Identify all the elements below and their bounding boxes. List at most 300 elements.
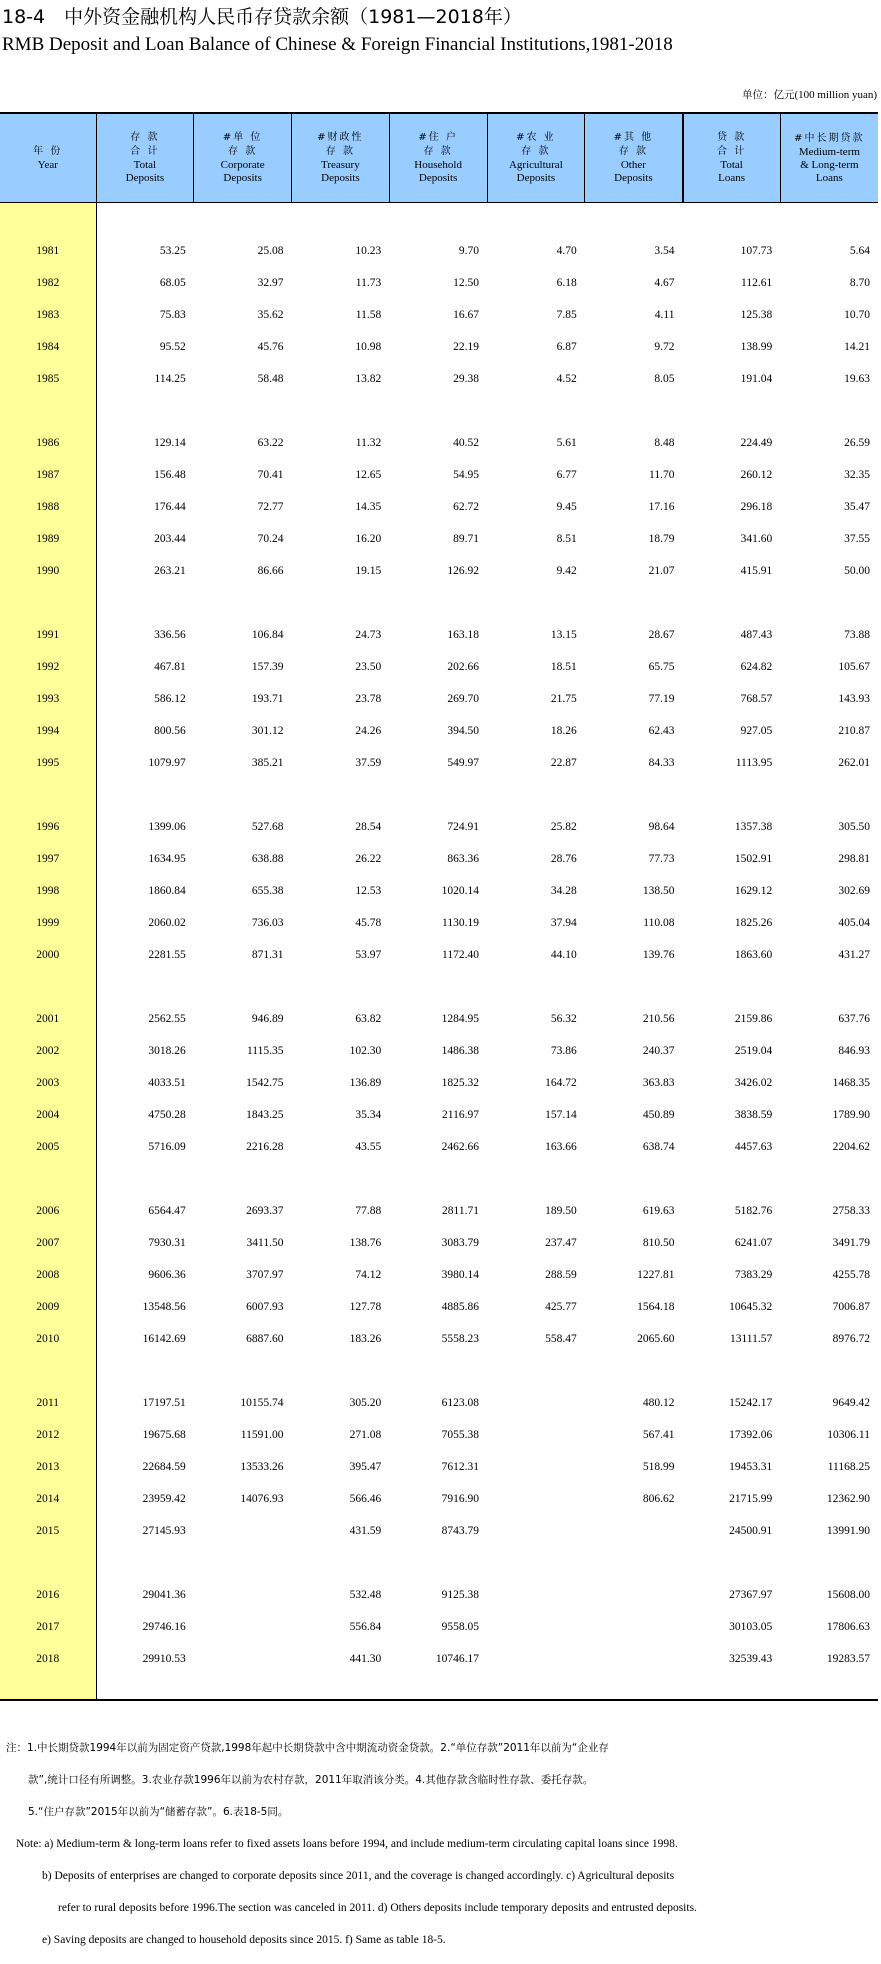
value-cell-long-term-loans: 73.88 [844,629,870,641]
value-cell-corporate-deposits: 871.31 [251,949,284,961]
year-cell: 2017 [0,1611,96,1643]
value-cell-other-deposits: 21.07 [648,565,675,577]
value-cell-total-loans: 13111.57 [729,1333,773,1345]
value-cell-corporate-deposits: 1843.25 [246,1109,284,1121]
header-chinese-text: #农 业 [516,132,556,143]
value-cell [683,1675,781,1700]
value-cell-total-loans: 138.99 [740,341,773,353]
header-chinese-text: 存 款 [521,146,551,157]
value-cell-corporate-deposits: 193.71 [251,693,284,705]
table-row [0,523,878,555]
header-chinese-text: 存 款 [228,146,258,157]
header-english-text: Medium-term [798,145,860,158]
header-english-text: Deposits [125,172,165,184]
value-cell-household-deposits: 8743.79 [441,1525,479,1537]
value-cell-agricultural-deposits: 163.66 [545,1141,577,1153]
value-cell-total-deposits: 156.48 [154,469,186,481]
value-cell-total-deposits: 467.81 [154,661,186,673]
value-cell-agricultural-deposits [487,1419,585,1451]
header-chinese-text: 存 款 [130,132,160,143]
value-cell-household-deposits: 163.18 [447,629,479,641]
value-cell-treasury-deposits: 74.12 [355,1269,382,1281]
value-cell-corporate-deposits: 35.62 [257,309,284,321]
value-cell [585,1547,683,1579]
table-row [0,1515,878,1547]
value-cell [389,587,487,619]
value-cell-total-deposits: 263.21 [154,565,186,577]
value-cell-treasury-deposits: 14.35 [355,501,382,513]
table-row [0,1579,878,1611]
value-cell-total-loans: 21715.99 [729,1493,773,1505]
value-cell-total-loans: 3838.59 [734,1109,773,1121]
value-cell-corporate-deposits: 3411.50 [246,1237,284,1249]
value-cell-total-loans: 1629.12 [734,885,773,897]
value-cell-total-deposits: 75.83 [159,309,186,321]
value-cell-total-deposits: 29910.53 [142,1653,186,1665]
value-cell-household-deposits: 3980.14 [441,1269,479,1281]
value-cell [780,1675,878,1700]
header-english-text: Corporate [220,159,265,171]
value-cell [292,395,390,427]
year-cell: 1993 [0,683,96,715]
value-cell-total-deposits: 336.56 [154,629,186,641]
footnote-line: 注：1.中长期贷款1994年以前为固定资产贷款,1998年起中长期贷款中含中期流动资金贷款。2.“单位存款”2011年以前为“企业存 [6,1742,609,1754]
header-english-text: Year [37,158,58,171]
value-cell [487,1163,585,1195]
value-cell-long-term-loans: 37.55 [844,533,870,545]
header-english-text: Loans [718,172,746,184]
year-cell: 1999 [0,907,96,939]
value-cell-other-deposits: 110.08 [643,917,675,929]
value-cell [585,587,683,619]
value-cell-other-deposits: 77.73 [648,853,675,865]
value-cell-corporate-deposits: 527.68 [251,821,284,833]
value-cell [780,587,878,619]
column-header-agricultural-deposits [487,113,585,203]
year-cell: 2004 [0,1099,96,1131]
value-cell-other-deposits: 98.64 [648,821,675,833]
value-cell-total-deposits: 4750.28 [148,1109,186,1121]
value-cell-other-deposits: 480.12 [642,1397,675,1409]
value-cell-total-loans: 1502.91 [734,853,773,865]
value-cell-corporate-deposits: 10155.74 [240,1397,284,1409]
value-cell-household-deposits: 9.70 [458,245,479,257]
value-cell-household-deposits: 1486.38 [441,1045,479,1057]
year-cell: 2008 [0,1259,96,1291]
value-cell-long-term-loans: 11168.25 [827,1461,870,1473]
header-chinese-text: #住 户 [418,132,458,143]
value-cell-total-loans: 3426.02 [734,1077,773,1089]
value-cell-total-loans: 224.49 [740,437,773,449]
value-cell-total-deposits: 9606.36 [148,1269,186,1281]
header-chinese-text: #其 他 [613,132,654,143]
value-cell-total-loans: 2519.04 [734,1045,773,1057]
value-cell-other-deposits: 1564.18 [637,1301,675,1313]
value-cell-treasury-deposits: 24.26 [355,725,382,737]
year-cell [0,779,96,811]
year-cell: 2011 [0,1387,96,1419]
value-cell [389,395,487,427]
value-cell-treasury-deposits: 11.58 [355,309,382,321]
value-cell-other-deposits: 65.75 [648,661,675,673]
value-cell-agricultural-deposits: 56.32 [550,1013,577,1025]
value-cell-household-deposits: 1284.95 [441,1013,479,1025]
table-row [0,427,878,459]
value-cell-agricultural-deposits: 18.51 [550,661,577,673]
table-row [0,1323,878,1355]
value-cell-other-deposits: 363.83 [642,1077,675,1089]
value-cell-household-deposits: 549.97 [447,757,479,769]
value-cell-total-deposits: 1399.06 [148,821,186,833]
value-cell-agricultural-deposits: 13.15 [550,629,577,641]
year-cell: 1992 [0,651,96,683]
value-cell-other-deposits: 8.05 [654,373,675,385]
value-cell-total-deposits: 95.52 [159,341,186,353]
value-cell-long-term-loans: 2204.62 [832,1141,870,1153]
value-cell-corporate-deposits: 157.39 [251,661,284,673]
value-cell-corporate-deposits: 736.03 [251,917,284,929]
value-cell-long-term-loans: 26.59 [844,437,870,449]
value-cell [292,203,390,236]
table-row [0,1003,878,1035]
value-cell-agricultural-deposits: 7.85 [556,309,577,321]
footnote-line: refer to rural deposits before 1996.The section was canceled in 2011. d) Others deposits include temporary deposits and entrusted deposits. [58,1902,697,1914]
table-row [0,683,878,715]
value-cell-other-deposits: 138.50 [642,885,675,897]
value-cell-treasury-deposits: 183.26 [349,1333,382,1345]
header-chinese-text: 存 款 [618,146,648,157]
year-cell: 1990 [0,555,96,587]
value-cell-long-term-loans: 7006.87 [832,1301,870,1313]
value-cell-corporate-deposits: 2216.28 [246,1141,284,1153]
value-cell-treasury-deposits: 37.59 [355,757,382,769]
spacer-row [0,1675,878,1700]
value-cell-household-deposits: 12.50 [453,277,479,289]
value-cell-long-term-loans: 14.21 [844,341,870,353]
year-cell: 1983 [0,299,96,331]
value-cell-other-deposits [585,1515,683,1547]
year-cell [0,1547,96,1579]
value-cell-other-deposits: 210.56 [642,1013,675,1025]
value-cell-agricultural-deposits: 425.77 [545,1301,577,1313]
value-cell-long-term-loans: 105.67 [838,661,870,673]
value-cell [780,971,878,1003]
header-chinese-text: 存 款 [325,146,355,157]
value-cell-total-deposits: 19675.68 [142,1429,186,1441]
value-cell-household-deposits: 7916.90 [441,1493,479,1505]
value-cell-corporate-deposits: 45.76 [257,341,284,353]
header-english-text: & Long-term [800,158,859,171]
table-body [0,203,878,1701]
year-cell: 1997 [0,843,96,875]
value-cell-total-deposits: 1860.84 [148,885,186,897]
table-row [0,1643,878,1675]
value-cell-total-loans: 624.82 [740,661,773,673]
value-cell-household-deposits: 7612.31 [441,1461,479,1473]
value-cell-total-deposits: 129.14 [154,437,186,449]
header-english-text: Agricultural [508,159,563,171]
value-cell-long-term-loans: 262.01 [838,757,870,769]
value-cell [683,779,781,811]
value-cell-long-term-loans: 15608.00 [826,1589,870,1601]
value-cell [194,971,292,1003]
header-english-text: Deposits [418,172,458,184]
value-cell-corporate-deposits: 1115.35 [246,1045,284,1057]
table-row [0,843,878,875]
value-cell-household-deposits: 126.92 [447,565,479,577]
value-cell-long-term-loans: 405.04 [838,917,870,929]
value-cell-other-deposits: 450.89 [642,1109,675,1121]
value-cell-other-deposits: 62.43 [648,725,675,737]
value-cell-household-deposits: 2116.97 [442,1109,479,1121]
year-cell: 2014 [0,1483,96,1515]
value-cell-corporate-deposits: 58.48 [257,373,284,385]
value-cell-long-term-loans: 12362.90 [826,1493,870,1505]
value-cell-long-term-loans: 8.70 [849,277,870,289]
value-cell-agricultural-deposits: 9.42 [556,565,577,577]
value-cell [683,395,781,427]
header-english-text: Loans [815,171,843,184]
value-cell-corporate-deposits: 385.21 [251,757,284,769]
year-cell: 2016 [0,1579,96,1611]
value-cell-other-deposits: 240.37 [642,1045,675,1057]
value-cell-long-term-loans: 4255.78 [832,1269,870,1281]
value-cell-corporate-deposits: 6887.60 [246,1333,284,1345]
value-cell-treasury-deposits: 35.34 [355,1109,382,1121]
header-english-text: Other [620,159,646,171]
year-cell: 2010 [0,1323,96,1355]
year-cell [0,395,96,427]
value-cell-household-deposits: 724.91 [447,821,479,833]
value-cell-agricultural-deposits: 25.82 [550,821,577,833]
value-cell-corporate-deposits: 106.84 [251,629,284,641]
value-cell-long-term-loans: 13991.90 [826,1525,870,1537]
value-cell [780,779,878,811]
value-cell-corporate-deposits: 2693.37 [246,1205,284,1217]
value-cell-other-deposits: 11.70 [649,469,675,481]
value-cell-other-deposits: 2065.60 [637,1333,675,1345]
spacer-row [0,203,878,236]
value-cell-long-term-loans: 637.76 [838,1013,870,1025]
value-cell [292,1355,390,1387]
table-row [0,555,878,587]
footnote-line: Note: a) Medium-term & long-term loans refer to fixed assets loans before 1994, and include medium-term circulating capital loans since 1998. [16,1838,678,1850]
value-cell-treasury-deposits: 305.20 [349,1397,382,1409]
value-cell-corporate-deposits: 301.12 [251,725,284,737]
value-cell-treasury-deposits: 45.78 [355,917,382,929]
value-cell-long-term-loans: 1789.90 [832,1109,870,1121]
value-cell [389,1547,487,1579]
value-cell-treasury-deposits: 102.30 [349,1045,382,1057]
value-cell-household-deposits: 269.70 [447,693,479,705]
value-cell [96,1675,194,1700]
value-cell-total-loans: 10645.32 [729,1301,773,1313]
value-cell-long-term-loans: 9649.42 [832,1397,870,1409]
header-english-text: Treasury [321,159,360,171]
value-cell-total-deposits: 2562.55 [148,1013,186,1025]
year-cell: 1984 [0,331,96,363]
value-cell-total-loans: 5182.76 [734,1205,773,1217]
value-cell-total-deposits: 3018.26 [148,1045,186,1057]
value-cell [194,395,292,427]
value-cell [389,1355,487,1387]
value-cell-treasury-deposits: 23.78 [355,693,382,705]
year-cell: 2007 [0,1227,96,1259]
value-cell [487,779,585,811]
value-cell-treasury-deposits: 532.48 [349,1589,382,1601]
value-cell [194,1675,292,1700]
value-cell-other-deposits [585,1579,683,1611]
unit-label-english: (100 million yuan) [794,89,877,101]
value-cell-long-term-loans: 50.00 [844,565,870,577]
value-cell-total-loans: 6241.07 [734,1237,773,1249]
value-cell-agricultural-deposits: 6.87 [556,341,577,353]
value-cell [194,1163,292,1195]
value-cell [487,971,585,1003]
table-row [0,939,878,971]
value-cell-household-deposits: 863.36 [447,853,479,865]
table-row [0,331,878,363]
value-cell-corporate-deposits: 72.77 [257,501,284,513]
spacer-row [0,395,878,427]
value-cell [683,1547,781,1579]
value-cell-treasury-deposits: 566.46 [349,1493,382,1505]
year-cell: 1986 [0,427,96,459]
table-row [0,299,878,331]
value-cell-agricultural-deposits: 9.45 [556,501,577,513]
table-row [0,1035,878,1067]
value-cell-agricultural-deposits [487,1643,585,1675]
year-cell [0,1675,96,1700]
value-cell-agricultural-deposits [487,1611,585,1643]
value-cell-household-deposits: 2811.71 [442,1205,479,1217]
header-english-text: Total [720,159,743,171]
value-cell [194,587,292,619]
value-cell [292,971,390,1003]
year-cell: 2006 [0,1195,96,1227]
value-cell-household-deposits: 4885.86 [441,1301,479,1313]
value-cell [194,203,292,236]
value-cell-household-deposits: 40.52 [453,437,479,449]
value-cell-treasury-deposits: 24.73 [355,629,382,641]
column-header-year [0,113,96,203]
value-cell [292,1547,390,1579]
value-cell-treasury-deposits: 136.89 [349,1077,382,1089]
spacer-row [0,587,878,619]
value-cell [96,395,194,427]
header-chinese-text: #单 位 [222,132,263,143]
year-cell: 2005 [0,1131,96,1163]
value-cell-total-loans: 927.05 [740,725,773,737]
value-cell-total-loans: 17392.06 [729,1429,773,1441]
value-cell-other-deposits: 18.79 [648,533,675,545]
year-cell [0,587,96,619]
year-cell: 2002 [0,1035,96,1067]
value-cell-corporate-deposits: 1542.75 [246,1077,284,1089]
value-cell-total-deposits: 23959.42 [142,1493,186,1505]
header-row [0,113,878,203]
value-cell-other-deposits: 619.63 [642,1205,675,1217]
value-cell-treasury-deposits: 10.23 [355,245,382,257]
value-cell-treasury-deposits: 16.20 [355,533,382,545]
value-cell-total-deposits: 22684.59 [142,1461,186,1473]
value-cell-long-term-loans: 2758.33 [832,1205,870,1217]
year-cell: 1996 [0,811,96,843]
value-cell-agricultural-deposits [487,1515,585,1547]
value-cell [585,779,683,811]
value-cell [292,779,390,811]
value-cell-total-deposits: 2281.55 [148,949,186,961]
year-cell: 1991 [0,619,96,651]
year-cell: 1994 [0,715,96,747]
value-cell-agricultural-deposits: 237.47 [545,1237,577,1249]
value-cell-long-term-loans: 35.47 [844,501,870,513]
value-cell-other-deposits: 139.76 [642,949,675,961]
value-cell [292,587,390,619]
value-cell-other-deposits: 4.67 [654,277,675,289]
value-cell [96,203,194,236]
table-row [0,875,878,907]
header-chinese-text: 合 计 [717,146,747,157]
value-cell-treasury-deposits: 77.88 [355,1205,382,1217]
value-cell-treasury-deposits: 138.76 [349,1237,382,1249]
value-cell-long-term-loans: 19.63 [844,373,870,385]
table-header [0,113,878,203]
value-cell-treasury-deposits: 127.78 [349,1301,382,1313]
value-cell-corporate-deposits [194,1611,292,1643]
value-cell-total-deposits: 13548.56 [142,1301,186,1313]
value-cell-other-deposits: 518.99 [642,1461,675,1473]
value-cell-total-loans: 19453.31 [729,1461,773,1473]
header-chinese-text: 贷 款 [717,132,747,143]
value-cell-total-deposits: 29746.16 [142,1621,186,1633]
value-cell-long-term-loans: 3491.79 [832,1237,870,1249]
value-cell-long-term-loans: 10.70 [844,309,870,321]
value-cell-agricultural-deposits: 4.70 [556,245,577,257]
year-cell [0,1163,96,1195]
value-cell-long-term-loans: 305.50 [838,821,870,833]
table-row [0,1099,878,1131]
value-cell-total-deposits: 800.56 [154,725,186,737]
value-cell-treasury-deposits: 26.22 [355,853,382,865]
column-header-treasury-deposits [292,113,390,203]
table-row [0,651,878,683]
value-cell-household-deposits: 3083.79 [441,1237,479,1249]
value-cell-total-deposits: 1079.97 [148,757,186,769]
value-cell-long-term-loans: 10306.11 [827,1429,870,1441]
unit-label [742,87,877,102]
value-cell [585,1355,683,1387]
value-cell [96,971,194,1003]
value-cell-total-deposits: 1634.95 [148,853,186,865]
value-cell [487,1675,585,1700]
value-cell [487,1547,585,1579]
value-cell-total-deposits: 4033.51 [148,1077,186,1089]
value-cell-other-deposits: 17.16 [648,501,675,513]
value-cell-total-deposits: 2060.02 [148,917,186,929]
value-cell-household-deposits: 202.66 [447,661,479,673]
footnote-line: b) Deposits of enterprises are changed to corporate deposits since 2011, and the coverage is changed accordingly. c) Agricultural deposits [42,1870,675,1882]
value-cell [487,1355,585,1387]
header-english-text: Household [414,159,462,171]
value-cell-household-deposits: 2462.66 [441,1141,479,1153]
value-cell [487,203,585,236]
value-cell-long-term-loans: 431.27 [838,949,870,961]
unit-label-chinese: 单位：亿元 [742,89,795,101]
header-english-text: Total [133,159,157,171]
value-cell [780,1163,878,1195]
table-row [0,363,878,395]
